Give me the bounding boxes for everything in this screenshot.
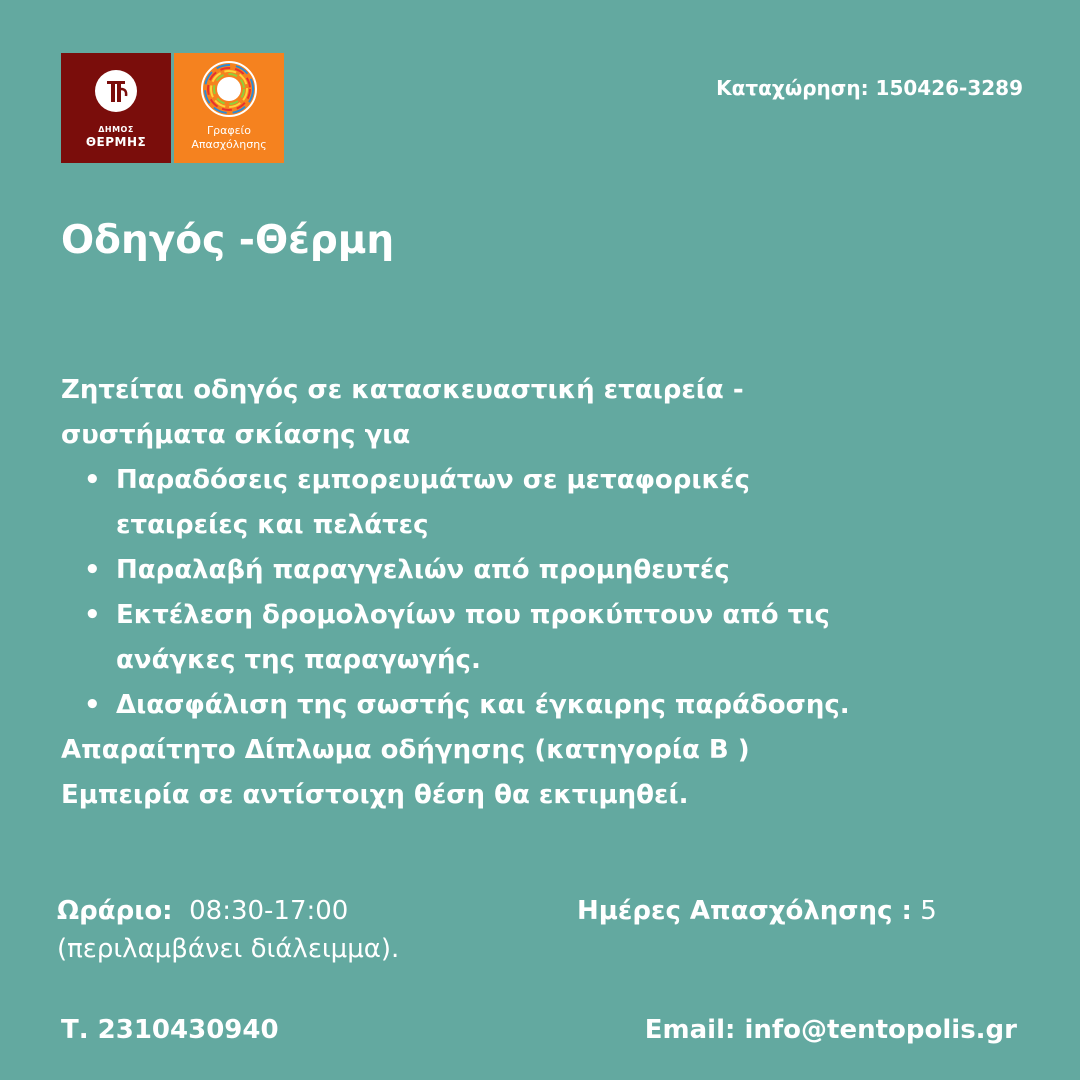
job-title: Οδηγός -Θέρμη bbox=[61, 218, 395, 263]
duty-text: εταιρείες και πελάτες bbox=[116, 510, 429, 540]
days-label: Ημέρες Απασχόλησης : bbox=[577, 896, 912, 926]
duty-text: Εκτέλεση δρομολογίων που προκύπτουν από τις bbox=[116, 600, 830, 630]
bullet-icon: • bbox=[84, 690, 101, 720]
duty-text: Διασφάλιση της σωστής και έγκαιρης παράδοσης. bbox=[116, 690, 850, 720]
experience-note: Εμπειρία σε αντίστοιχη θέση θα εκτιμηθεί. bbox=[61, 780, 689, 810]
bullet-icon: • bbox=[84, 555, 101, 585]
working-days bbox=[577, 892, 937, 930]
grafeio-apasxolisis-logo bbox=[174, 53, 284, 163]
grafeio-label-line1: Γραφείο bbox=[206, 124, 252, 137]
dimos-thermis-logo bbox=[61, 53, 171, 163]
license-requirement: Απαραίτητο Δίπλωμα οδήγησης (κατηγορία Β ) bbox=[61, 735, 750, 765]
duties-list bbox=[61, 458, 1021, 728]
working-hours bbox=[57, 892, 399, 968]
hours-note: (περιλαμβάνει διάλειμμα). bbox=[57, 934, 400, 964]
registration-number: Καταχώρηση: 150426-3289 bbox=[716, 76, 1023, 100]
dimos-label-line1: ΔΗΜΟΣ bbox=[98, 125, 134, 134]
contact-phone: Τ. 2310430940 bbox=[61, 1015, 279, 1045]
duty-text: ανάγκες της παραγωγής. bbox=[116, 645, 481, 675]
duty-item bbox=[61, 593, 1021, 683]
duty-text: Παραδόσεις εμπορευμάτων σε μεταφορικές bbox=[116, 465, 750, 495]
dimos-label-line2: ΘΕΡΜΗΣ bbox=[85, 135, 147, 149]
bullet-icon: • bbox=[84, 600, 101, 630]
duty-item bbox=[61, 683, 1021, 728]
days-value: 5 bbox=[920, 896, 937, 926]
duty-text: Παραλαβή παραγγελιών από προμηθευτές bbox=[116, 555, 730, 585]
multicolor-rings-icon bbox=[199, 59, 259, 119]
job-description bbox=[61, 368, 1021, 818]
intro-line: Ζητείται οδηγός σε κατασκευαστική εταιρεία - bbox=[61, 375, 744, 405]
intro-line: συστήματα σκίασης για bbox=[61, 420, 411, 450]
dimos-emblem-icon bbox=[94, 69, 138, 113]
contact-email: Email: info@tentopolis.gr bbox=[644, 1015, 1017, 1045]
duty-item bbox=[61, 548, 1021, 593]
grafeio-label-line2: Απασχόλησης bbox=[191, 138, 267, 151]
hours-label: Ωράριο: bbox=[57, 896, 173, 926]
bullet-icon: • bbox=[84, 465, 101, 495]
duty-item bbox=[61, 458, 1021, 548]
hours-value: 08:30-17:00 bbox=[189, 896, 349, 926]
